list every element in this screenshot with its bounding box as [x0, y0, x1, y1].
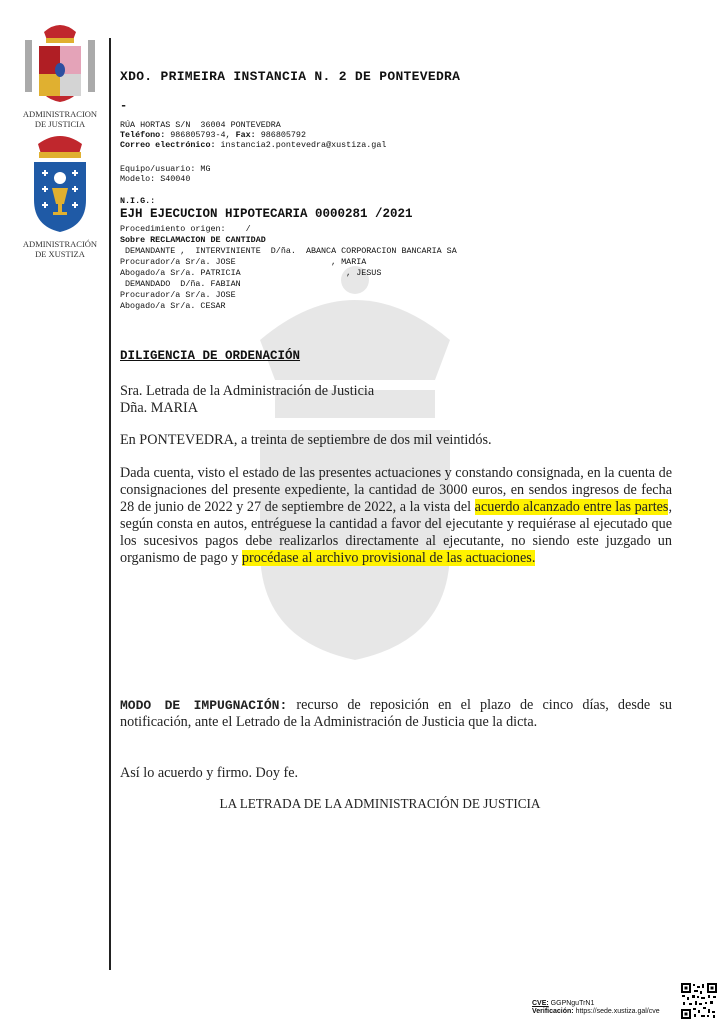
- phone-value: 986805793-4,: [165, 130, 236, 140]
- impugnation-paragraph: [120, 697, 672, 731]
- closing-line: Así lo acuerdo y firmo. Doy fe.: [120, 765, 299, 781]
- watermark-coat-of-arms: [220, 250, 490, 670]
- court-email-line: [120, 140, 386, 150]
- xustiza-caption-1: ADMINISTRACIÓN: [22, 239, 98, 249]
- impugnation-label: MODO DE IMPUGNACIÓN:: [120, 698, 288, 713]
- xustiza-logo: [12, 128, 108, 259]
- justicia-caption-1: ADMINISTRACION: [22, 109, 98, 119]
- cve-label: CVE:: [532, 1000, 549, 1007]
- defendant-lawyer: Abogado/a Sr/a. CESAR: [120, 301, 226, 311]
- galicia-coat-of-arms-icon: [28, 128, 92, 234]
- defendant-procurator: Procurador/a Sr/a. JOSE: [120, 290, 236, 300]
- court-phone-line: [120, 130, 306, 140]
- phone-label: Teléfono:: [120, 130, 166, 140]
- main-paragraph: [120, 465, 672, 567]
- signature-line: LA LETRADA DE LA ADMINISTRACIÓN DE JUSTICIA: [219, 796, 541, 811]
- court-address: RÚA HORTAS S/N 36004 PONTEVEDRA: [120, 120, 281, 130]
- spain-coat-of-arms-icon: [19, 18, 101, 104]
- official-line-1: Sra. Letrada de la Administración de Justicia: [120, 383, 375, 399]
- margin-rule: [109, 38, 111, 970]
- official-line-2: Dña. MARIA: [120, 400, 199, 416]
- impugnation-text: recurso de reposición en el plazo de cinco días, desde su notificación, ante el Letrado de la Administración de Justicia que la dicta.: [120, 697, 672, 730]
- paragraph-text-b: , según consta en autos, entréguese la cantidad a favor del ejecutante y requiérase al ejecutado que los sucesivos pagos debe realizarlos directamente al ejecutante, no siendo este juzgado un organismo de pago y: [120, 499, 672, 566]
- justicia-logo: [12, 18, 108, 129]
- team-user: Equipo/usuario: MG: [120, 164, 211, 174]
- email-value: instancia2.pontevedra@xustiza.gal: [215, 140, 387, 150]
- fax-label: Fax:: [235, 130, 256, 140]
- plaintiff-lawyer: Abogado/a Sr/a. PATRICIA , JESUS: [120, 268, 382, 278]
- date-line: En PONTEVEDRA, a treinta de septiembre de dos mil veintidós.: [120, 432, 492, 448]
- fax-value: 986805792: [255, 130, 306, 140]
- verification-label: Verificación:: [532, 1008, 574, 1015]
- cve-value: GGPNguTrN1: [548, 1000, 595, 1007]
- paragraph-text-a: Dada cuenta, visto el estado de las presentes actuaciones y constando consignada, en la cuenta de consignaciones del presente expediente, la cantidad de 3000 euros, en sendos ingresos de fecha 28 de junio de 2022 y 27 de septiembre de 2022, a la vista del: [120, 465, 672, 515]
- qr-code-icon: [681, 983, 717, 1019]
- plaintiff-procurator: Procurador/a Sr/a. JOSE , MARIA: [120, 257, 367, 267]
- court-name: XDO. PRIMEIRA INSTANCIA N. 2 DE PONTEVEDRA: [120, 69, 461, 84]
- plaintiff-line: DEMANDANTE , INTERVINIENTE D/ña. ABANCA CORPORACION BANCARIA SA: [120, 246, 457, 256]
- case-title: EJH EJECUCION HIPOTECARIA 0000281 /2021: [120, 207, 413, 221]
- origin-procedure: Procedimiento origen: /: [120, 224, 251, 234]
- verification-line: [532, 1008, 660, 1016]
- email-label: Correo electrónico:: [120, 140, 216, 150]
- header-dash: -: [120, 99, 128, 113]
- case-subject: Sobre RECLAMACION DE CANTIDAD: [120, 235, 266, 245]
- section-title: DILIGENCIA DE ORDENACIÓN: [120, 349, 301, 363]
- highlight-archive: procédase al archivo provisional de las actuaciones.: [241, 550, 536, 566]
- footer-verification: [532, 1000, 660, 1016]
- justicia-caption-2: DE JUSTICIA: [34, 119, 86, 129]
- cve-line: [532, 1000, 660, 1008]
- verification-url: https://sede.xustiza.gal/cve: [573, 1008, 660, 1015]
- model-code: Modelo: S40040: [120, 174, 191, 184]
- nig-label: N.I.G.:: [120, 196, 156, 206]
- xustiza-caption-2: DE XUSTIZA: [35, 249, 85, 259]
- defendant-line: DEMANDADO D/ña. FABIAN: [120, 279, 241, 289]
- highlight-agreement: acuerdo alcanzado entre las partes: [474, 499, 669, 515]
